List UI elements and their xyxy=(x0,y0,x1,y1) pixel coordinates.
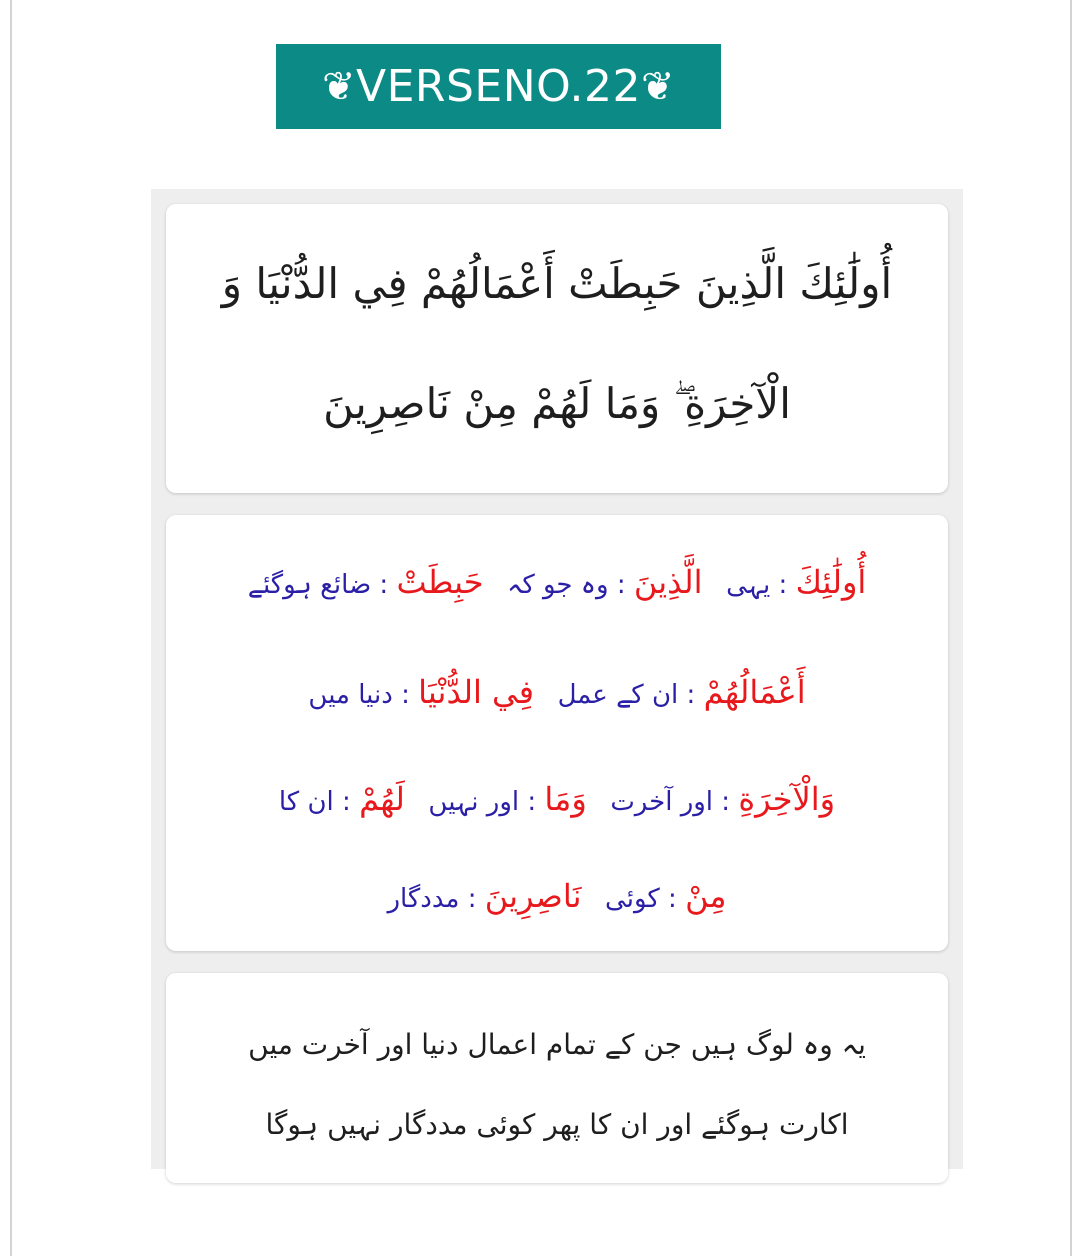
urdu-meaning: اور نہیں xyxy=(428,787,520,817)
arabic-word: نَاصِرِينَ xyxy=(484,877,582,915)
arabic-word: أُولَٰئِكَ xyxy=(795,563,867,601)
urdu-meaning: یہی xyxy=(726,570,771,600)
leaf-ornament-icon: ❦ xyxy=(640,63,675,110)
word-meaning-line: أَعْمَالُهُمْ : ان کے عمل فِي الدُّنْيَا : دنیا میں xyxy=(308,673,806,711)
frame-left-border xyxy=(10,0,12,1256)
word-meaning-line: أُولَٰئِكَ : یہی الَّذِينَ : وہ جو کہ حَبِطَتْ : ضائع ہوگئے xyxy=(247,563,867,601)
urdu-meaning: مددگار xyxy=(387,884,460,914)
urdu-meaning: ان کا xyxy=(278,787,334,817)
arabic-verse-line-2: الْآخِرَةِ ۖ وَمَا لَهُمْ مِنْ نَاصِرِينَ xyxy=(323,379,791,428)
leaf-ornament-icon: ❦ xyxy=(322,63,357,110)
translation-card xyxy=(166,973,948,1183)
verse-number-label: VERSENO.22 xyxy=(356,61,641,112)
arabic-word: أَعْمَالُهُمْ xyxy=(703,673,806,711)
translation-line-2: اکارت ہوگئے اور ان کا پھر کوئی مددگار نہیں ہوگا xyxy=(265,1108,849,1141)
urdu-meaning: کوئی xyxy=(605,884,660,914)
urdu-meaning: اور آخرت xyxy=(610,787,714,817)
arabic-verse-card xyxy=(166,204,948,493)
arabic-word: حَبِطَتْ xyxy=(396,563,484,601)
arabic-word: مِنْ xyxy=(685,877,727,915)
urdu-meaning: ان کے عمل xyxy=(557,680,679,710)
arabic-word: وَمَا xyxy=(544,780,587,818)
urdu-meaning: دنیا میں xyxy=(308,680,393,710)
arabic-word: لَهُمْ xyxy=(359,780,405,818)
urdu-meaning: ضائع ہوگئے xyxy=(247,570,372,600)
word-meaning-line: مِنْ : کوئی نَاصِرِينَ : مددگار xyxy=(387,877,727,915)
word-meaning-line: وَالْآخِرَةِ : اور آخرت وَمَا : اور نہیں لَهُمْ : ان کا xyxy=(278,780,836,818)
arabic-word: وَالْآخِرَةِ xyxy=(738,780,836,818)
translation-line-1: یہ وہ لوگ ہیں جن کے تمام اعمال دنیا اور آخرت میں xyxy=(248,1028,866,1061)
arabic-word: الَّذِينَ xyxy=(633,563,703,601)
content-panel xyxy=(151,189,963,1169)
urdu-meaning: وہ جو کہ xyxy=(507,570,609,600)
arabic-word: فِي الدُّنْيَا xyxy=(418,673,535,711)
arabic-verse-line-1: أُولَٰئِكَ الَّذِينَ حَبِطَتْ أَعْمَالُهُمْ فِي الدُّنْيَا وَ xyxy=(221,259,893,308)
word-meaning-card xyxy=(166,515,948,951)
frame-right-border xyxy=(1070,0,1072,1256)
verse-number-banner xyxy=(276,44,721,129)
